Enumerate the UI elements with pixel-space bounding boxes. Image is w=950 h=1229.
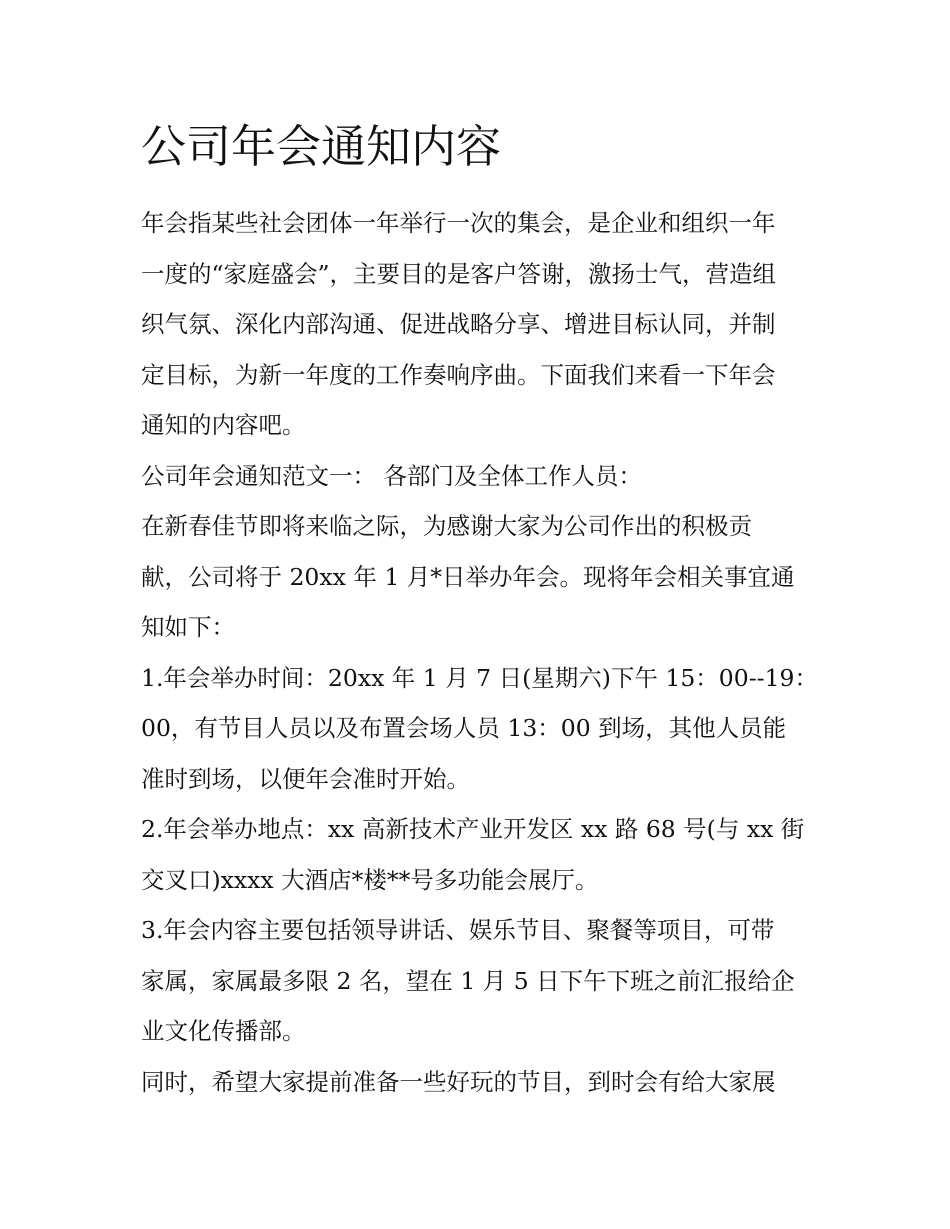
paragraph-intro — [141, 198, 821, 451]
text-line: 家属，家属最多限 2 名，望在 1 月 5 日下午下班之前汇报给企 — [141, 966, 795, 995]
text-line: 业文化传播部。 — [141, 1017, 306, 1045]
text-line: 交叉口)xxxx 大酒店*楼**号多功能会展厅。 — [141, 865, 599, 894]
paragraph-item-content — [141, 905, 821, 1057]
text-line: 通知的内容吧。 — [141, 411, 306, 439]
text-line: 公司年会通知范文一： 各部门及全体工作人员： — [141, 461, 642, 490]
text-line: 知如下： — [141, 613, 235, 641]
paragraph-item-location — [141, 804, 821, 905]
text-line: 年会指某些社会团体一年举行一次的集会，是企业和组织一年 — [141, 209, 776, 237]
document-title: 公司年会通知内容 — [141, 120, 502, 173]
text-line: 献，公司将于 20xx 年 1 月*日举办年会。现将年会相关事宜通 — [141, 562, 795, 591]
text-line: 1.年会举办时间：20xx 年 1 月 7 日(星期六)下午 15：00--19： — [141, 663, 818, 692]
text-line: 3.年会内容主要包括领导讲话、娱乐节目、聚餐等项目，可带 — [141, 916, 775, 944]
text-line: 在新春佳节即将来临之际，为感谢大家为公司作出的积极贡 — [141, 512, 752, 540]
text-line: 织气氛、深化内部沟通、促进战略分享、增进目标认同，并制 — [141, 310, 776, 338]
text-line: 一度的“家庭盛会”，主要目的是客户答谢，激扬士气，营造组 — [141, 259, 777, 288]
text-line: 00，有节目人员以及布置会场人员 13：00 到场，其他人员能 — [141, 714, 787, 742]
document-content — [141, 118, 821, 1107]
paragraph-announcement — [141, 501, 821, 653]
text-line: 准时到场，以便年会准时开始。 — [141, 764, 470, 793]
paragraph-closing — [141, 1057, 821, 1108]
text-line: 2.年会举办地点：xx 高新技术产业开发区 xx 路 68 号(与 xx 街 — [141, 815, 805, 843]
text-line: 同时，希望大家提前准备一些好玩的节目，到时会有给大家展 — [141, 1067, 776, 1096]
paragraph-item-time — [141, 653, 821, 805]
text-line: 定目标，为新一年度的工作奏响序曲。下面我们来看一下年会 — [141, 360, 776, 389]
paragraph-salutation — [141, 451, 821, 502]
